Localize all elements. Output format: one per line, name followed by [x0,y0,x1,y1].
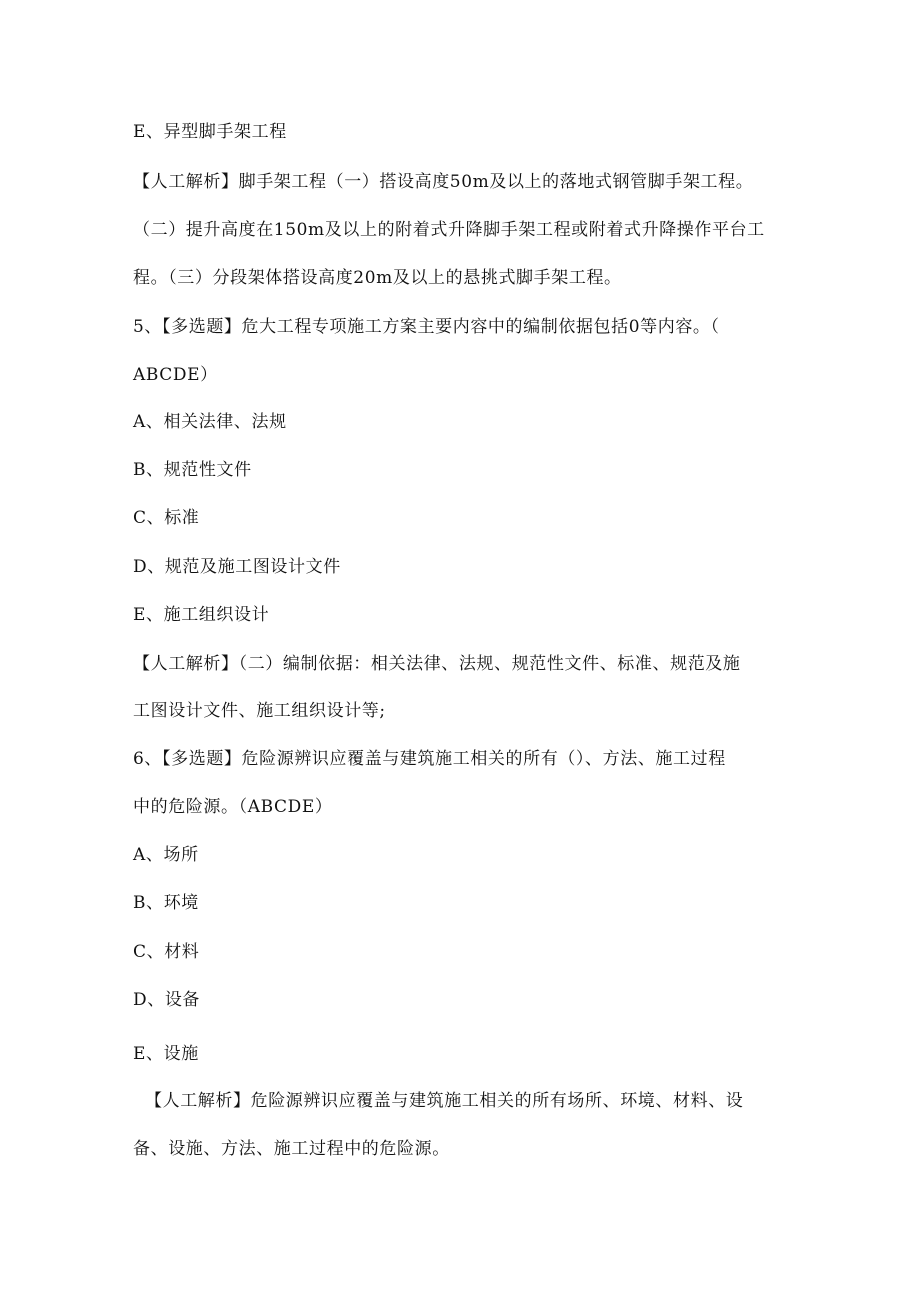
option-b-q6: B、环境 [133,893,199,913]
analysis-q4-line-1: 【人工解析】脚手架工程（一）搭设高度50m及以上的落地式钢管脚手架工程。 [133,172,754,192]
option-e-q5: E、施工组织设计 [133,605,270,625]
analysis-q5-line-1: 【人工解析】（二）编制依据：相关法律、法规、规范性文件、标准、规范及施 [133,654,741,674]
option-c-q6: C、材料 [133,942,200,962]
analysis-q6-line-2: 备、设施、方法、施工过程中的危险源。 [133,1139,450,1159]
analysis-q6-line-1: 【人工解析】危险源辨识应覆盖与建筑施工相关的所有场所、环境、材料、设 [145,1091,744,1111]
option-c-q5: C、标准 [133,508,200,528]
question-5-line-1: 5、【多选题】危大工程专项施工方案主要内容中的编制依据包括0等内容。（ [133,317,720,337]
option-a-q6: A、场所 [133,845,199,865]
analysis-q4-line-2: （二）提升高度在150m及以上的附着式升降脚手架工程或附着式升降操作平台工 [133,220,765,240]
analysis-q4-line-3: 程。（三）分段架体搭设高度20m及以上的悬挑式脚手架工程。 [133,268,622,288]
option-b-q5: B、规范性文件 [133,460,252,480]
option-d-q6: D、设备 [133,990,201,1010]
question-6-line-1: 6、【多选题】危险源辨识应覆盖与建筑施工相关的所有（）、方法、施工过程 [133,749,726,769]
option-a-q5: A、相关法律、法规 [133,412,287,432]
option-e-q4: E、异型脚手架工程 [133,122,287,142]
question-5-line-2: ABCDE） [133,365,218,385]
option-e-q6: E、设施 [133,1044,199,1064]
option-d-q5: D、规范及施工图设计文件 [133,557,341,577]
analysis-q5-line-2: 工图设计文件、施工组织设计等; [133,701,386,721]
question-6-line-2: 中的危险源。（ABCDE） [133,797,333,817]
